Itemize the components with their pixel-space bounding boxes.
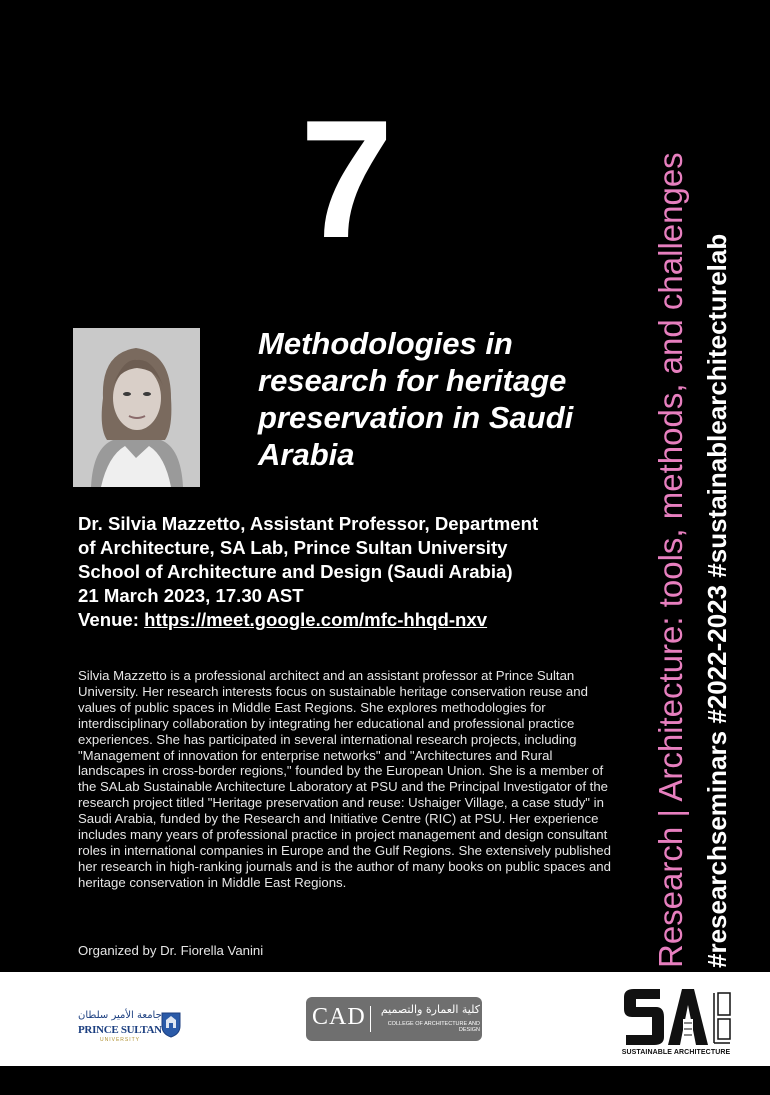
bottom-strip — [0, 1066, 770, 1095]
cad-arabic-name: كلية العمارة والتصميم — [380, 1003, 480, 1016]
event-date: 21 March 2023, 17.30 AST — [78, 585, 304, 606]
psu-english-name: PRINCE SULTAN — [78, 1024, 162, 1036]
series-hashtags-vertical: #researchseminars #2022-2023 #sustainablearchitecturelab — [702, 233, 732, 968]
sa-lab-mark-icon — [620, 987, 735, 1049]
logo-footer — [0, 972, 770, 1066]
sa-lab-caption: SUSTAINABLE ARCHITECTURE — [621, 1049, 731, 1056]
speaker-line-3: School of Architecture and Design (Saudi Arabia) — [78, 561, 513, 582]
psu-arabic-name: جامعة الأمير سلطان — [78, 1010, 162, 1021]
speaker-photo — [73, 328, 200, 487]
college-of-architecture-logo — [306, 997, 482, 1041]
speaker-bio: Silvia Mazzetto is a professional architect and an assistant professor at Prince Sultan University. Her research interests focus on sustainable heritage conservation reuse and values of public spaces in Middle East Regions. She explores methodologies for interdisciplinary collaboration by integrating her educational and professional practice experiences. She has participated in several international research projects, including "Management of innovation for enterprise networks" and "Architectures and Rural landscapes in cross-border regions," founded by the European Union. She is a member of the SALab Sustainable Architecture Laboratory at PSU and the Principal Investigator of the research project titled "Heritage preservation and reuse: Ushaiger Village, a case study" in Saudi Arabia, funded by the Research and Initiative Centre (RIC) at PSU. Her experience includes many years of professional practice in project management and design consultant roles in international companies in Europe and the Gulf Regions. She extensively published her research in high-ranking journals and is the author of many books on public spaces and heritage conservation in Middle East Regions. — [78, 668, 611, 890]
prince-sultan-university-logo — [78, 1008, 184, 1046]
psu-shield-icon — [161, 1012, 181, 1038]
cad-english-name: COLLEGE OF ARCHITECTURE AND DESIGN — [387, 1021, 480, 1033]
speaker-block — [78, 512, 618, 632]
speaker-line-2: of Architecture, SA Lab, Prince Sultan University — [78, 537, 508, 558]
series-title-vertical: Research | Architecture: tools, methods, and challenges — [652, 152, 689, 968]
organizer-credit: Organized by Dr. Fiorella Vanini — [78, 943, 264, 958]
sustainable-architecture-lab-logo — [620, 987, 735, 1059]
venue-label: Venue: — [78, 609, 139, 630]
seminar-number: 7 — [300, 85, 392, 273]
cad-abbreviation: CAD — [312, 1004, 366, 1030]
venue-link[interactable]: https://meet.google.com/mfc-hhqd-nxv — [144, 609, 488, 630]
speaker-line-1: Dr. Silvia Mazzetto, Assistant Professor, Department — [78, 513, 539, 534]
talk-title: Methodologies in research for heritage preservation in Saudi Arabia — [258, 326, 574, 472]
venue-line — [78, 608, 618, 632]
cad-divider — [370, 1006, 371, 1032]
psu-university-label: UNIVERSITY — [100, 1037, 141, 1043]
